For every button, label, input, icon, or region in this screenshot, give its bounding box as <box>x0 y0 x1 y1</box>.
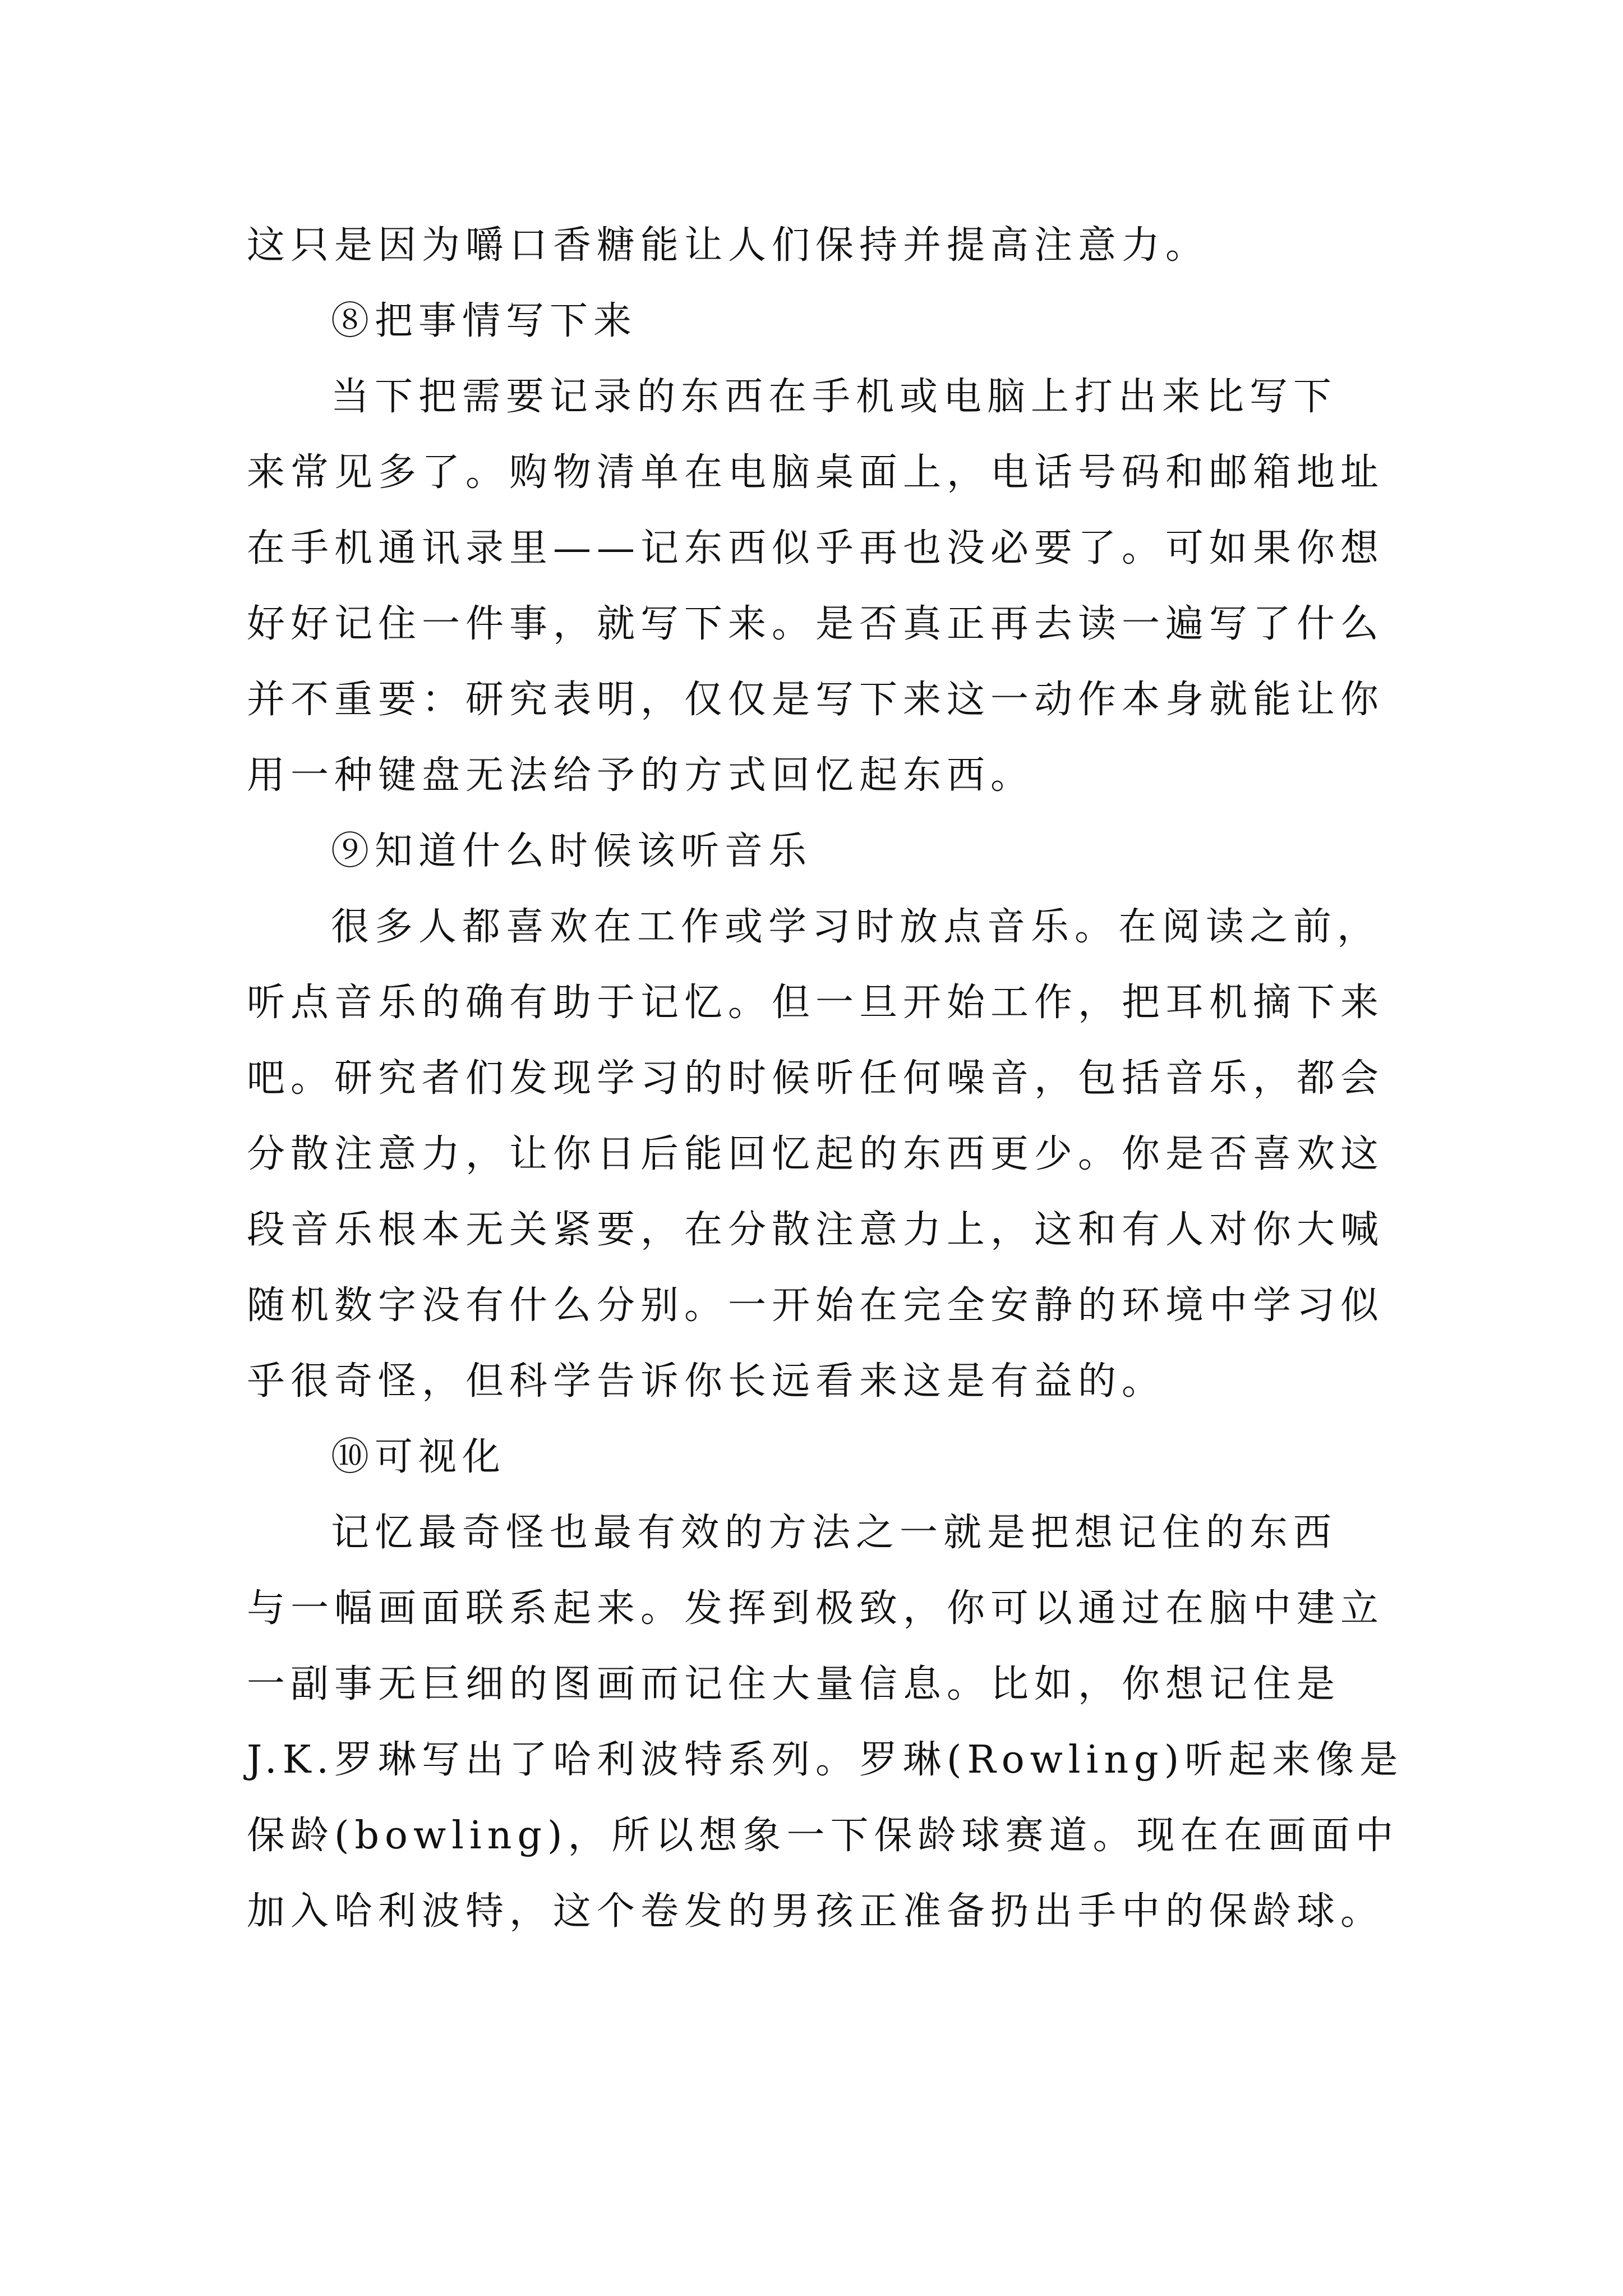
paragraph-line: 段音乐根本无关紧要，在分散注意力上，这和有人对你大喊 <box>247 1208 1385 1252</box>
paragraph-line: 并不重要：研究表明，仅仅是写下来这一动作本身就能让你 <box>247 678 1385 722</box>
paragraph-line: 好好记住一件事，就写下来。是否真正再去读一遍写了什么 <box>247 602 1385 646</box>
paragraph-line: 与一幅画面联系起来。发挥到极致，你可以通过在脑中建立 <box>247 1586 1385 1631</box>
document-page <box>247 208 1408 1949</box>
section-heading-music: ⑨知道什么时候该听音乐 <box>331 829 813 873</box>
paragraph-line: 记忆最奇怪也最有效的方法之一就是把想记住的东西 <box>331 1511 1338 1555</box>
paragraph-line: 乎很奇怪，但科学告诉你长远看来这是有益的。 <box>247 1359 1166 1404</box>
paragraph-line: 来常见多了。购物清单在电脑桌面上，电话号码和邮箱地址 <box>247 450 1385 495</box>
paragraph-line: 随机数字没有什么分别。一开始在完全安静的环境中学习似 <box>247 1283 1385 1328</box>
paragraph-line: 加入哈利波特，这个卷发的男孩正准备扔出手中的保龄球。 <box>247 1889 1385 1934</box>
paragraph-line: 听点音乐的确有助于记忆。但一旦开始工作，把耳机摘下来 <box>247 981 1385 1025</box>
paragraph-line: 在手机通讯录里——记东西似乎再也没必要了。可如果你想 <box>247 526 1385 570</box>
paragraph-line: J.K.罗琳写出了哈利波特系列。罗琳(Rowling)听起来像是 <box>247 1738 1404 1782</box>
section-heading-write-down: ⑧把事情写下来 <box>331 299 638 343</box>
paragraph-line: 这只是因为嚼口香糖能让人们保持并提高注意力。 <box>247 223 1210 268</box>
paragraph-line: 很多人都喜欢在工作或学习时放点音乐。在阅读之前， <box>331 905 1381 949</box>
paragraph-line: 用一种键盘无法给予的方式回忆起东西。 <box>247 753 1035 798</box>
paragraph-line: 一副事无巨细的图画而记住大量信息。比如，你想记住是 <box>247 1662 1341 1706</box>
paragraph-line: 保龄(bowling)，所以想象一下保龄球赛道。现在在画面中 <box>247 1814 1399 1858</box>
paragraph-line: 吧。研究者们发现学习的时候听任何噪音，包括音乐，都会 <box>247 1056 1385 1101</box>
paragraph-line: 当下把需要记录的东西在手机或电脑上打出来比写下 <box>331 375 1338 419</box>
paragraph-line: 分散注意力，让你日后能回忆起的东西更少。你是否喜欢这 <box>247 1132 1385 1176</box>
section-heading-visualize: ⑩可视化 <box>331 1435 506 1479</box>
